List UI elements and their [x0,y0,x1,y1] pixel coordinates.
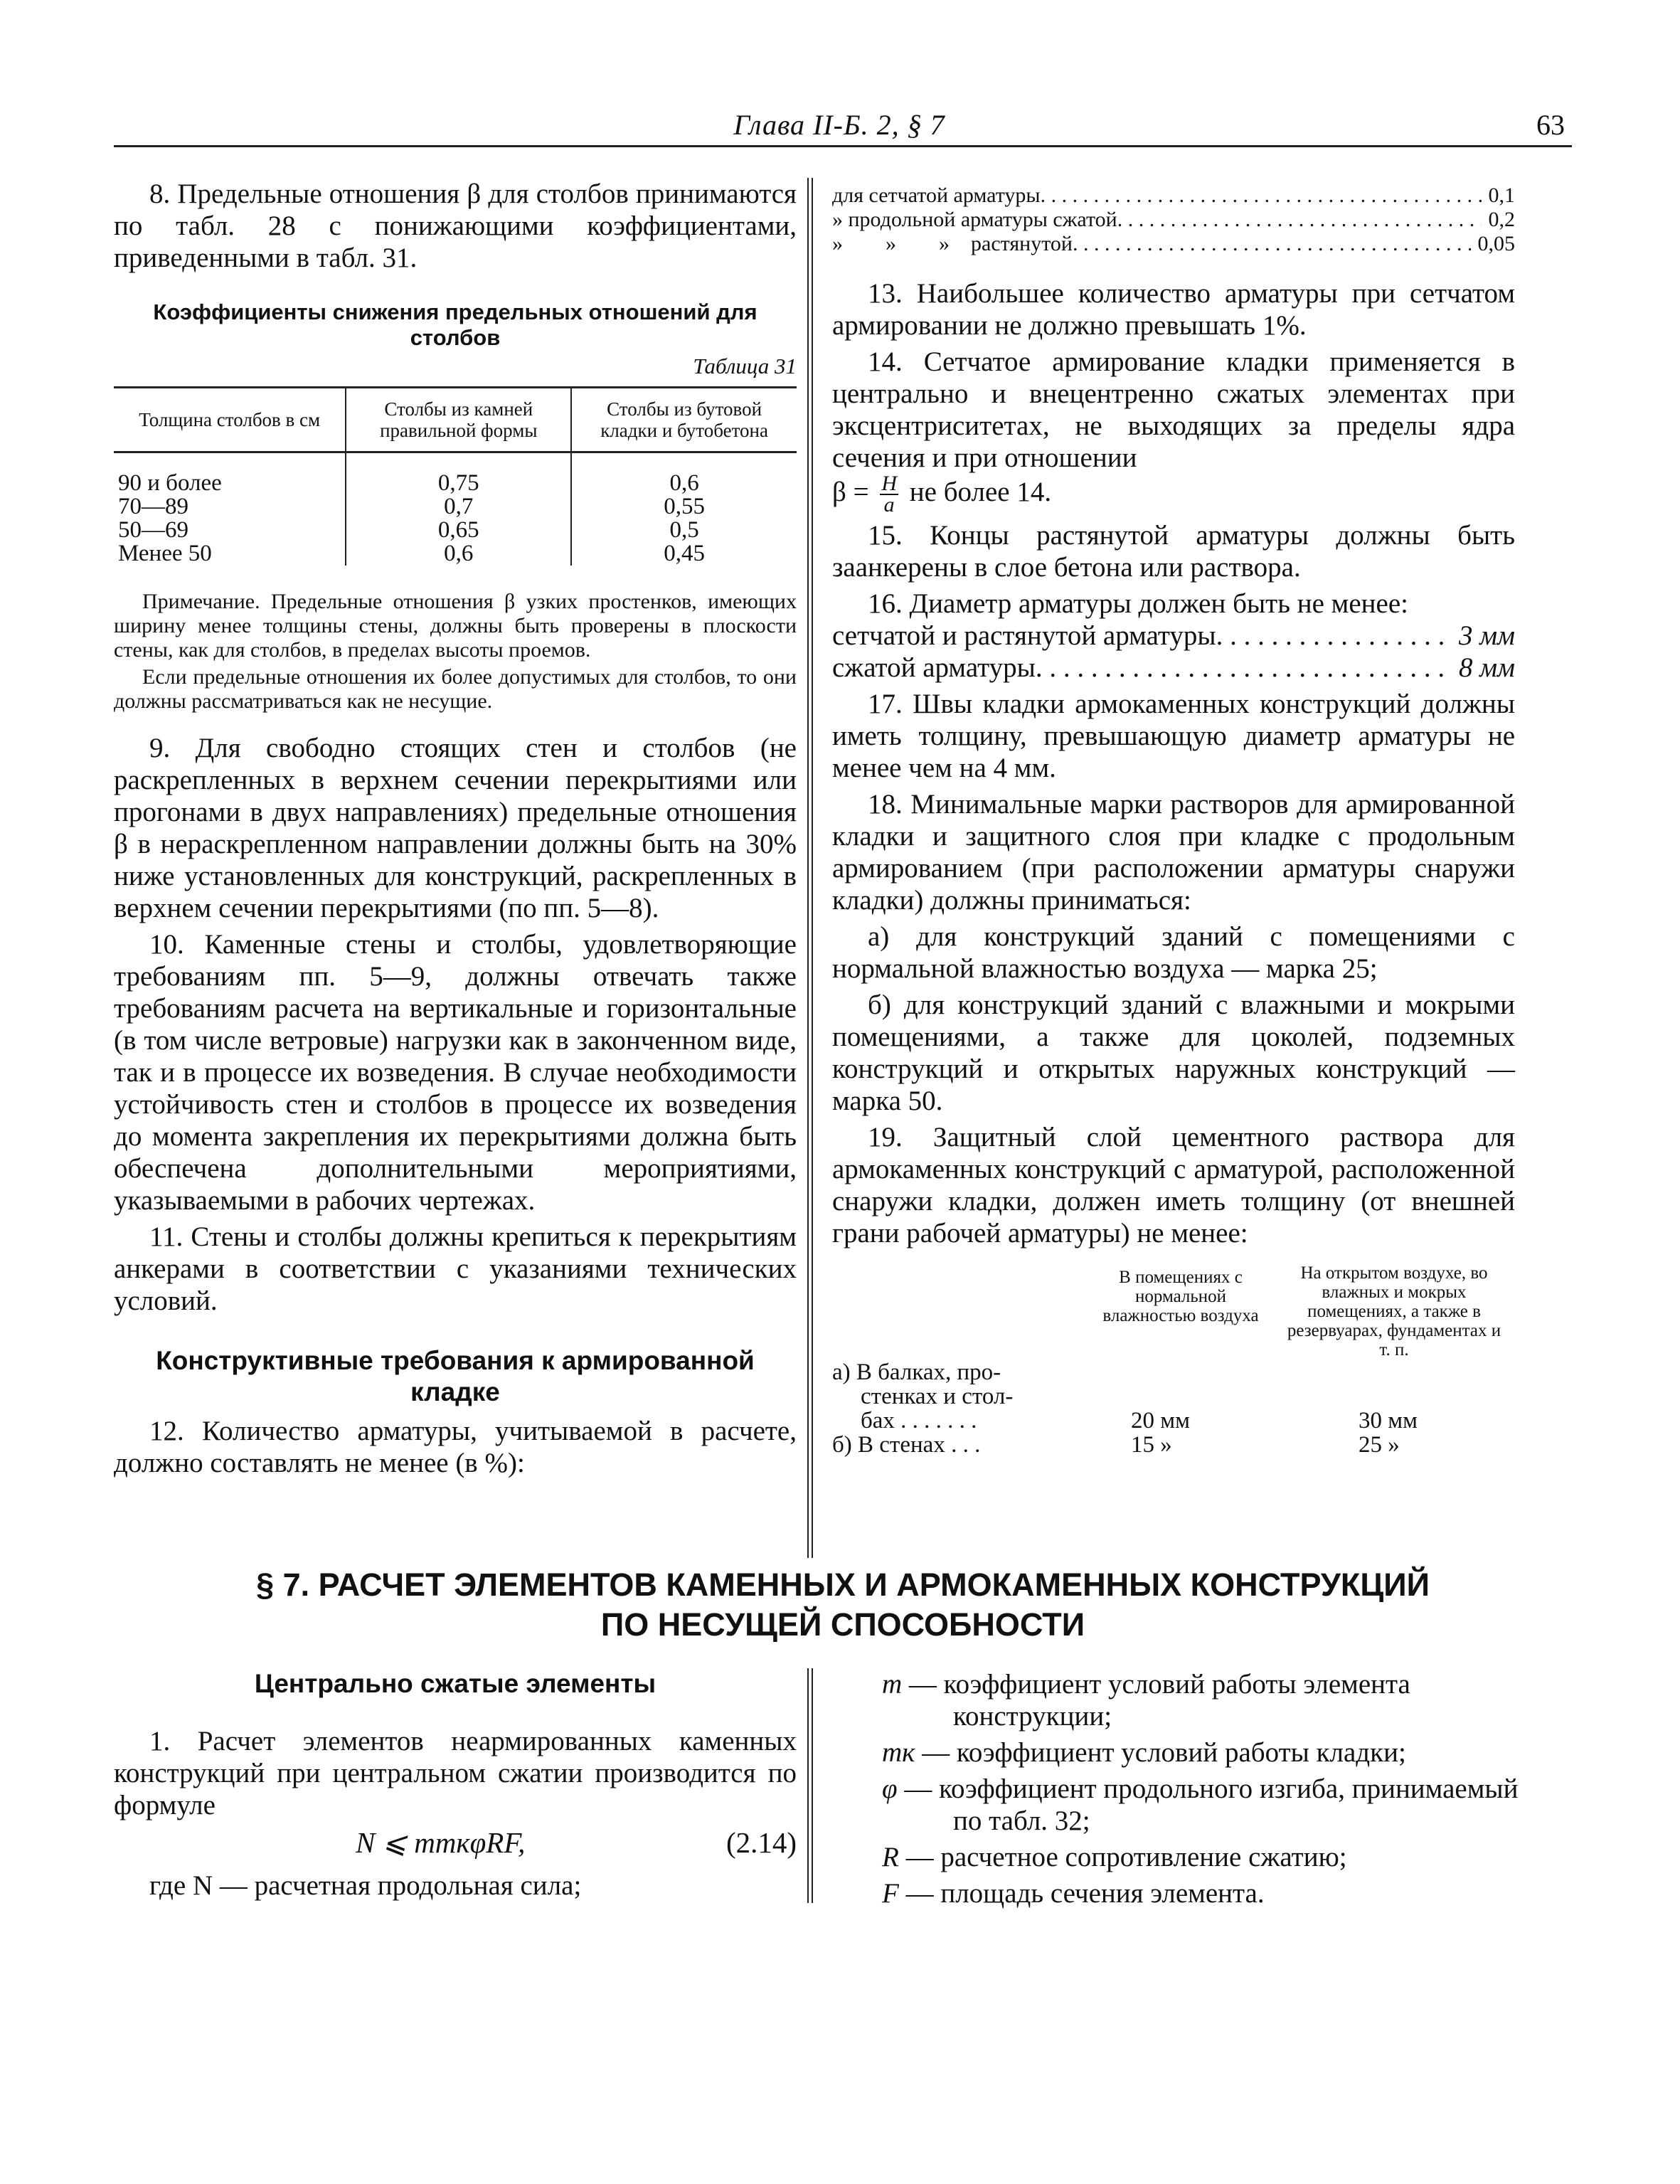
formula-expression: N ⩽ mmкφRF, [356,1826,526,1859]
paragraph-8: 8. Предельные отношения β для столбов принимаются по табл. 28 с понижающими коэффициентами, приведенными в табл. 31. [114,179,797,273]
bottom-right-column [882,1668,1543,1914]
definition-item: m — коэффициент условий работы элемента конструкции; [882,1669,1410,1732]
cover-thickness-table [832,1253,1515,1481]
table-cell: 0,75 [346,452,571,496]
table-cell: 0,55 [571,495,797,519]
list-label: » » » растянутой [832,232,1073,255]
list-item [832,232,1515,256]
formula-lhs: β = [832,476,869,507]
section-heading [114,1565,1572,1645]
subsection-heading: Конструктивные требования к армированной кладке [156,1346,755,1406]
table-31 [114,386,797,566]
list-value: 0,2 [1488,208,1515,231]
cover-row-label: стенках и стол- [861,1384,1014,1409]
left-column [114,178,797,1483]
table-header: Толщина столбов в см [114,388,346,452]
section-title-line: ПО НЕСУЩЕЙ СПОСОБНОСТИ [600,1606,1085,1643]
subsection-heading: Центрально сжатые элементы [254,1669,656,1698]
paragraph-11: 11. Стены и столбы должны крепиться к перекрытиям анкерами в соответствии с указаниями технических условий. [114,1221,797,1316]
paragraph-14: 14. Сетчатое армирование кладки применяется в центрально и внецентренно сжатых элементах при эксцентриситетах, не выходящих за пределы ядра сечения и при отношении [832,346,1515,473]
list-value: 8 мм [1458,652,1515,683]
cover-value: 30 мм [1359,1408,1418,1433]
fraction-numerator: H [881,472,898,495]
table-number: Таблица 31 [693,354,797,378]
list-label: сетчатой и растянутой арматуры [832,620,1216,651]
list-value: 3 мм [1458,620,1515,651]
cover-value: 20 мм [1131,1408,1191,1433]
paragraph-18a: а) для конструкций зданий с помещениями с нормальной влажностью воздуха — марка 25; [832,921,1515,984]
list-item [832,184,1515,208]
ratio-formula [832,474,1515,515]
table-note: Примечание. Предельные отношения β узких простенков, имеющих ширину менее толщины стены, должны быть проверены в плоскости стены, как для столбов, в пределах высоты проемов. [114,590,797,662]
table-cell: 0,6 [571,452,797,496]
table-header: Столбы из бутовой кладки и бутобетона [571,388,797,452]
paragraph-10: 10. Каменные стены и столбы, удовлетворяющие требованиям пп. 5—9, должны отвечать также требованиям расчета на вертикальные и горизонтальные (в том числе ветровые) нагрузки как в законченном виде, так и в процессе их возведения. В случае необходимости устойчивость стен и столбов в процессе их возведения до момента закрепления их перекрытиями должна быть обеспечена дополнительными мероприятиями, указываемыми в рабочих чертежах. [114,929,797,1216]
table-note: Если предельные отношения их более допустимых для столбов, то они должны рассматриваться как не несущие. [114,665,797,713]
table-cell: 0,6 [346,542,571,566]
paragraph-9: 9. Для свободно стоящих стен и столбов (не раскрепленных в верхнем сечении перекрытиями или прогонами в двух направлениях) предельные отношения β в нераскрепленном направлении должны быть на 30% ниже установленных для конструкций, раскрепленных в верхнем сечении перекрытиями (по пп. 5—8). [114,733,797,923]
table-row [114,519,797,542]
cover-value: 25 » [1359,1432,1400,1458]
fraction [880,474,898,515]
running-header [114,107,1565,147]
list-item [832,620,1515,652]
chapter-title: Глава II-Б. 2, § 7 [733,109,945,141]
header-rule [114,145,1572,147]
table-cell: 0,7 [346,495,571,519]
definition-item: φ — коэффициент продольного изгиба, принимаемый по табл. 32; [882,1774,1519,1836]
table-header: Столбы из камней правильной формы [346,388,571,452]
column-divider [807,1668,813,1903]
table-cell: 50—69 [118,517,188,543]
paragraph-12: 12. Количество арматуры, учитываемой в расчете, должно составлять не менее (в %): [114,1416,797,1478]
definition-item: R — расчетное сопротивление сжатию; [882,1842,1347,1872]
paragraph-15: 15. Концы растянутой арматуры должны быть заанкерены в слое бетона или раствора. [832,520,1515,583]
paragraph-13: 13. Наибольшее количество арматуры при сетчатом армировании не должно превышать 1%. [832,278,1515,341]
cover-row-label: бах . . . . . . . [861,1408,977,1433]
paragraph-18: 18. Минимальные марки растворов для армированной кладки и защитного слоя при кладке с продольным армированием (при расположении арматуры снаружи кладки) должны приниматься: [832,789,1515,916]
paragraph-16: 16. Диаметр арматуры должен быть не менее: [868,588,1408,619]
paragraph-17: 17. Швы кладки армокаменных конструкций должны иметь толщину, превышающую диаметр арматуры не менее чем на 4 мм. [832,689,1515,783]
list-label: сжатой арматуры [832,652,1036,683]
formula-number: (2.14) [725,1826,797,1859]
definition-item: mк — коэффициент условий работы кладки; [882,1737,1406,1768]
section-title-line: § 7. РАСЧЕТ ЭЛЕМЕНТОВ КАМЕННЫХ И АРМОКАМЕННЫХ КОНСТРУКЦИЙ [256,1567,1430,1603]
paragraph-1: 1. Расчет элементов неармированных каменных конструкций при центральном сжатии производится по формуле [114,1726,797,1820]
table-row [114,542,797,566]
table-cell: Менее 50 [118,541,212,566]
cover-header: На открытом воздухе, во влажных и мокрых помещениях, а также в резервуарах, фундаментах и т. п. [1287,1263,1501,1359]
definition-item: F — площадь сечения элемента. [882,1878,1265,1909]
bottom-left-column [114,1668,797,1906]
list-item [832,208,1515,232]
cover-row-label: а) В балках, про- [832,1359,1001,1385]
table-cell: 0,65 [346,519,571,542]
cover-row-label: б) В стенах . . . [832,1432,981,1458]
table-cell: 70—89 [118,494,188,519]
table-cell: 0,45 [571,542,797,566]
formula-tail: не более 14. [909,476,1052,507]
where-line: где N — расчетная продольная сила; [149,1870,582,1901]
list-value: 0,1 [1488,184,1515,207]
cover-value: 15 » [1131,1432,1172,1458]
page-number: 63 [1536,109,1565,141]
table-cell: 90 и более [118,470,222,496]
table-row [114,495,797,519]
formula-2-14 [114,1825,797,1864]
table-cell: 0,5 [571,519,797,542]
table-row [114,452,797,496]
list-label: для сетчатой арматуры [832,184,1041,207]
table-caption: Коэффициенты снижения предельных отношений для столбов [153,299,757,350]
paragraph-18b: б) для конструкций зданий с влажными и мокрыми помещениями, а также для цоколей, подземных конструкций и открытых наружных конструкций — марка 50. [832,990,1515,1116]
fraction-denominator: a [883,493,895,516]
list-item [832,652,1515,684]
cover-header: В помещениях с нормальной влажностью воздуха [1102,1268,1259,1325]
list-value: 0,05 [1477,232,1515,255]
right-column [832,184,1515,1481]
column-divider [807,178,813,1558]
list-label: » продольной арматуры сжатой [832,208,1117,231]
paragraph-19: 19. Защитный слой цементного раствора для армокаменных конструкций с арматурой, расположенной снаружи кладки, должен иметь толщину (от внешней грани рабочей арматуры) не менее: [832,1122,1515,1249]
